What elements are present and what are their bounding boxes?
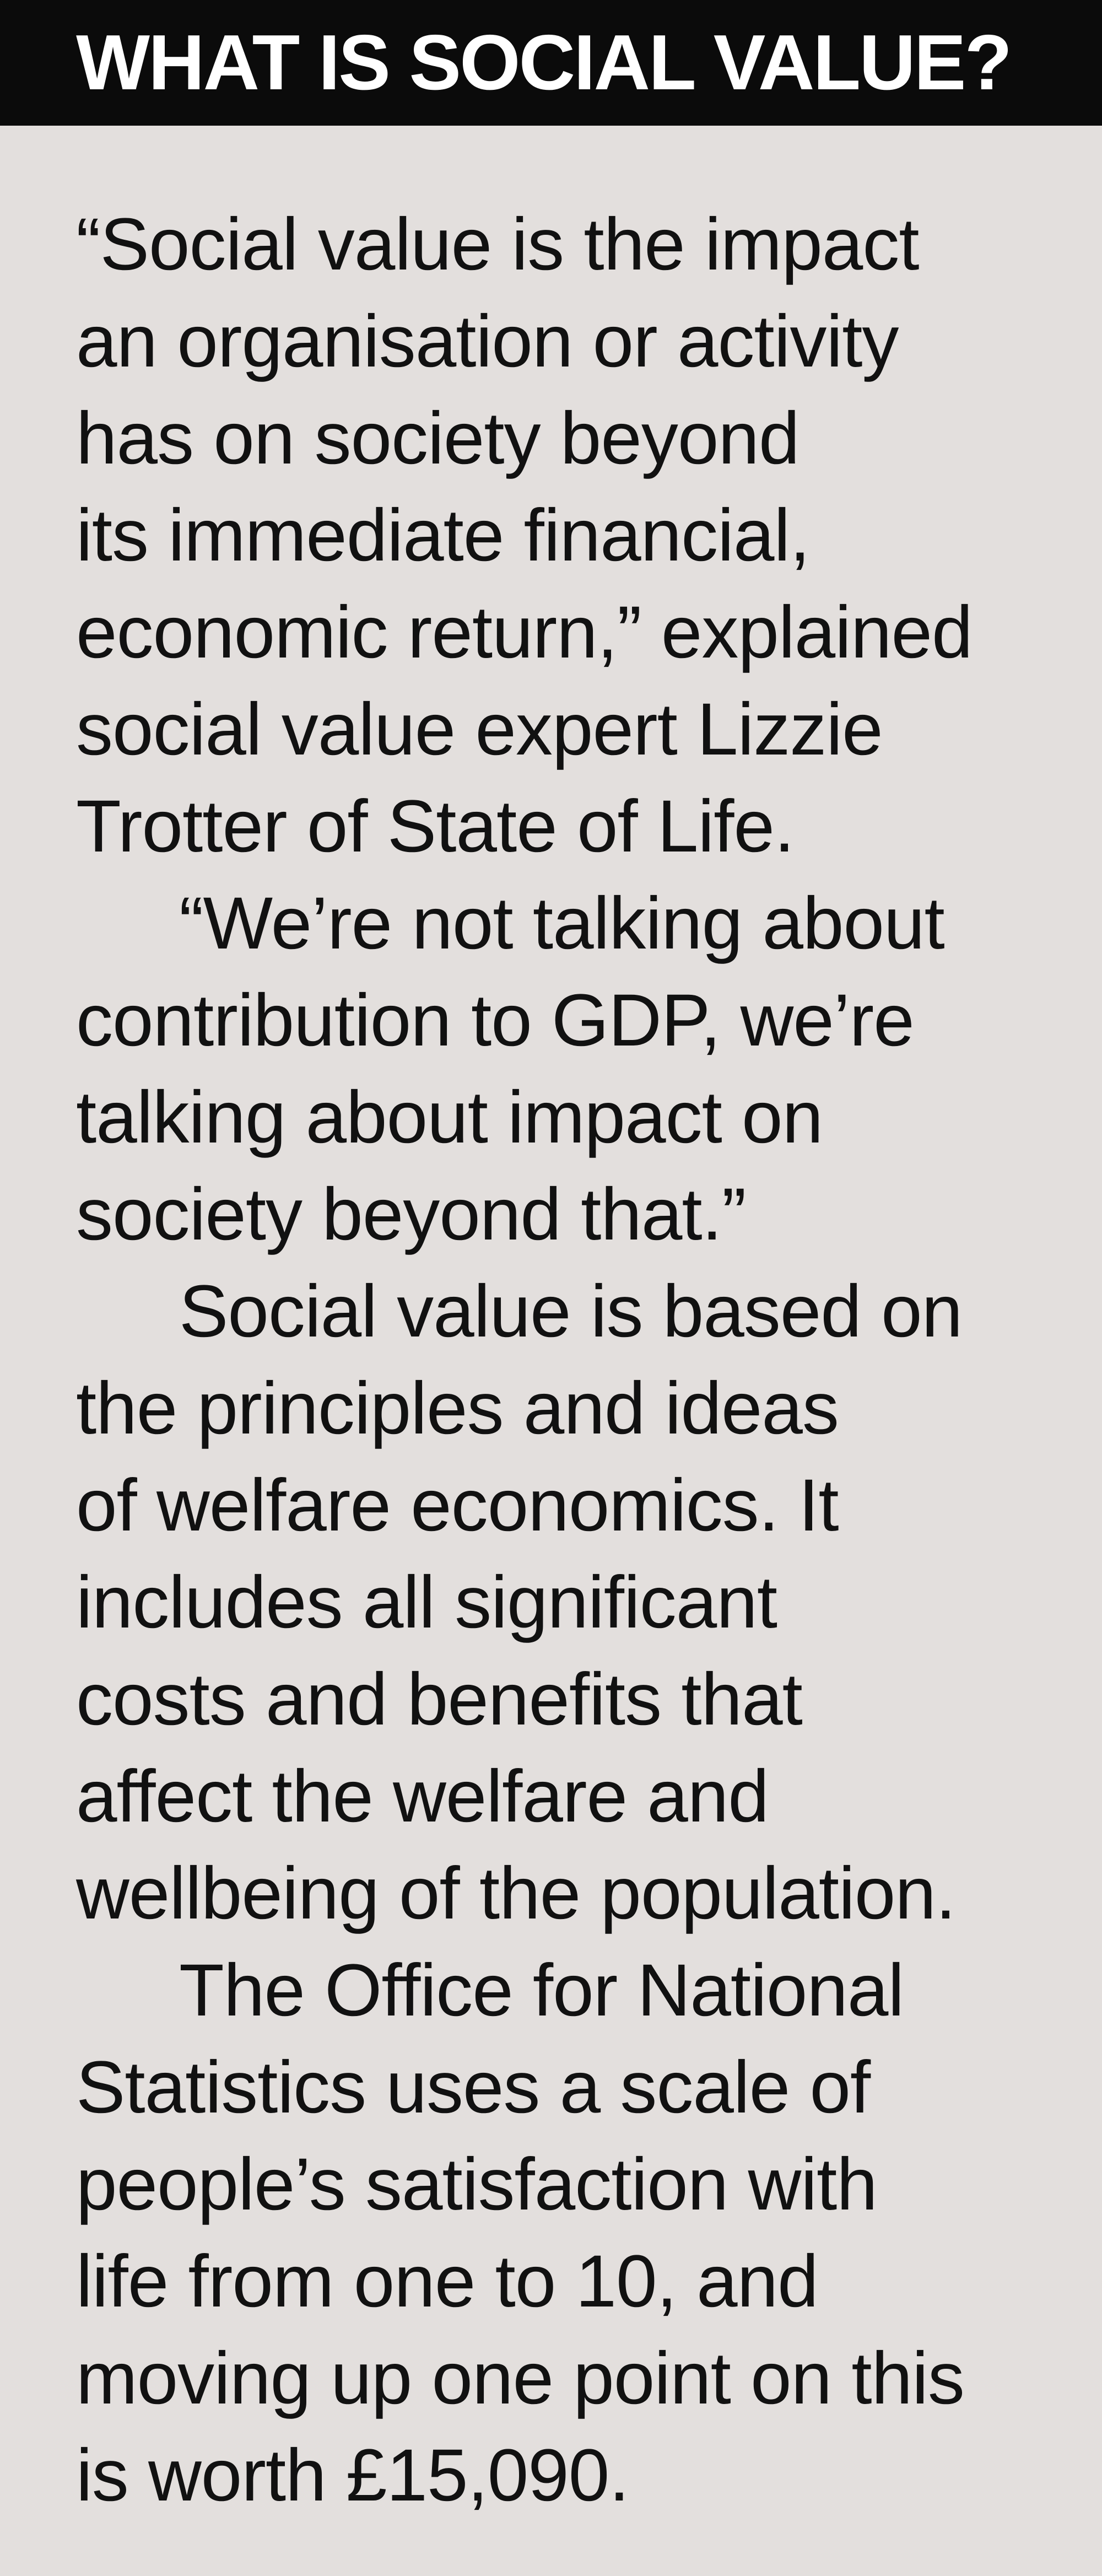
text-line: society beyond that.” xyxy=(76,1173,746,1255)
text-line: moving up one point on this xyxy=(76,2337,964,2419)
text-line: “Social value is the impact xyxy=(76,203,919,285)
paragraph-3 xyxy=(76,1263,1095,1942)
text-line: contribution to GDP, we’re xyxy=(76,979,914,1061)
text-line: people’s satisfaction with xyxy=(76,2143,877,2225)
panel-header xyxy=(0,0,1102,126)
article-body xyxy=(76,196,1095,2524)
text-line: of welfare economics. It xyxy=(76,1464,839,1546)
text-line: Social value is based on xyxy=(179,1270,963,1352)
text-line: Statistics uses a scale of xyxy=(76,2046,871,2128)
paragraph-2 xyxy=(76,875,1095,1263)
text-line: the principles and ideas xyxy=(76,1367,839,1449)
paragraph-1 xyxy=(76,196,1095,875)
text-line: Trotter of State of Life. xyxy=(76,785,795,867)
text-line: talking about impact on xyxy=(76,1076,823,1158)
text-line: life from one to 10, and xyxy=(76,2240,818,2322)
text-line: includes all significant xyxy=(76,1561,777,1643)
text-line: affect the welfare and xyxy=(76,1755,769,1837)
text-line: is worth £15,090. xyxy=(76,2434,629,2516)
text-line: its immediate financial, xyxy=(76,494,810,576)
panel-title: WHAT IS SOCIAL VALUE? xyxy=(76,19,1011,106)
text-line: The Office for National xyxy=(179,1949,904,2031)
text-line: has on society beyond xyxy=(76,397,800,479)
text-line: “We’re not talking about xyxy=(179,882,944,964)
text-line: economic return,” explained xyxy=(76,591,973,673)
text-line: wellbeing of the population. xyxy=(76,1852,956,1934)
paragraph-4 xyxy=(76,1942,1095,2524)
text-line: an organisation or activity xyxy=(76,300,899,382)
text-line: social value expert Lizzie xyxy=(76,688,883,770)
text-line: costs and benefits that xyxy=(76,1658,802,1740)
